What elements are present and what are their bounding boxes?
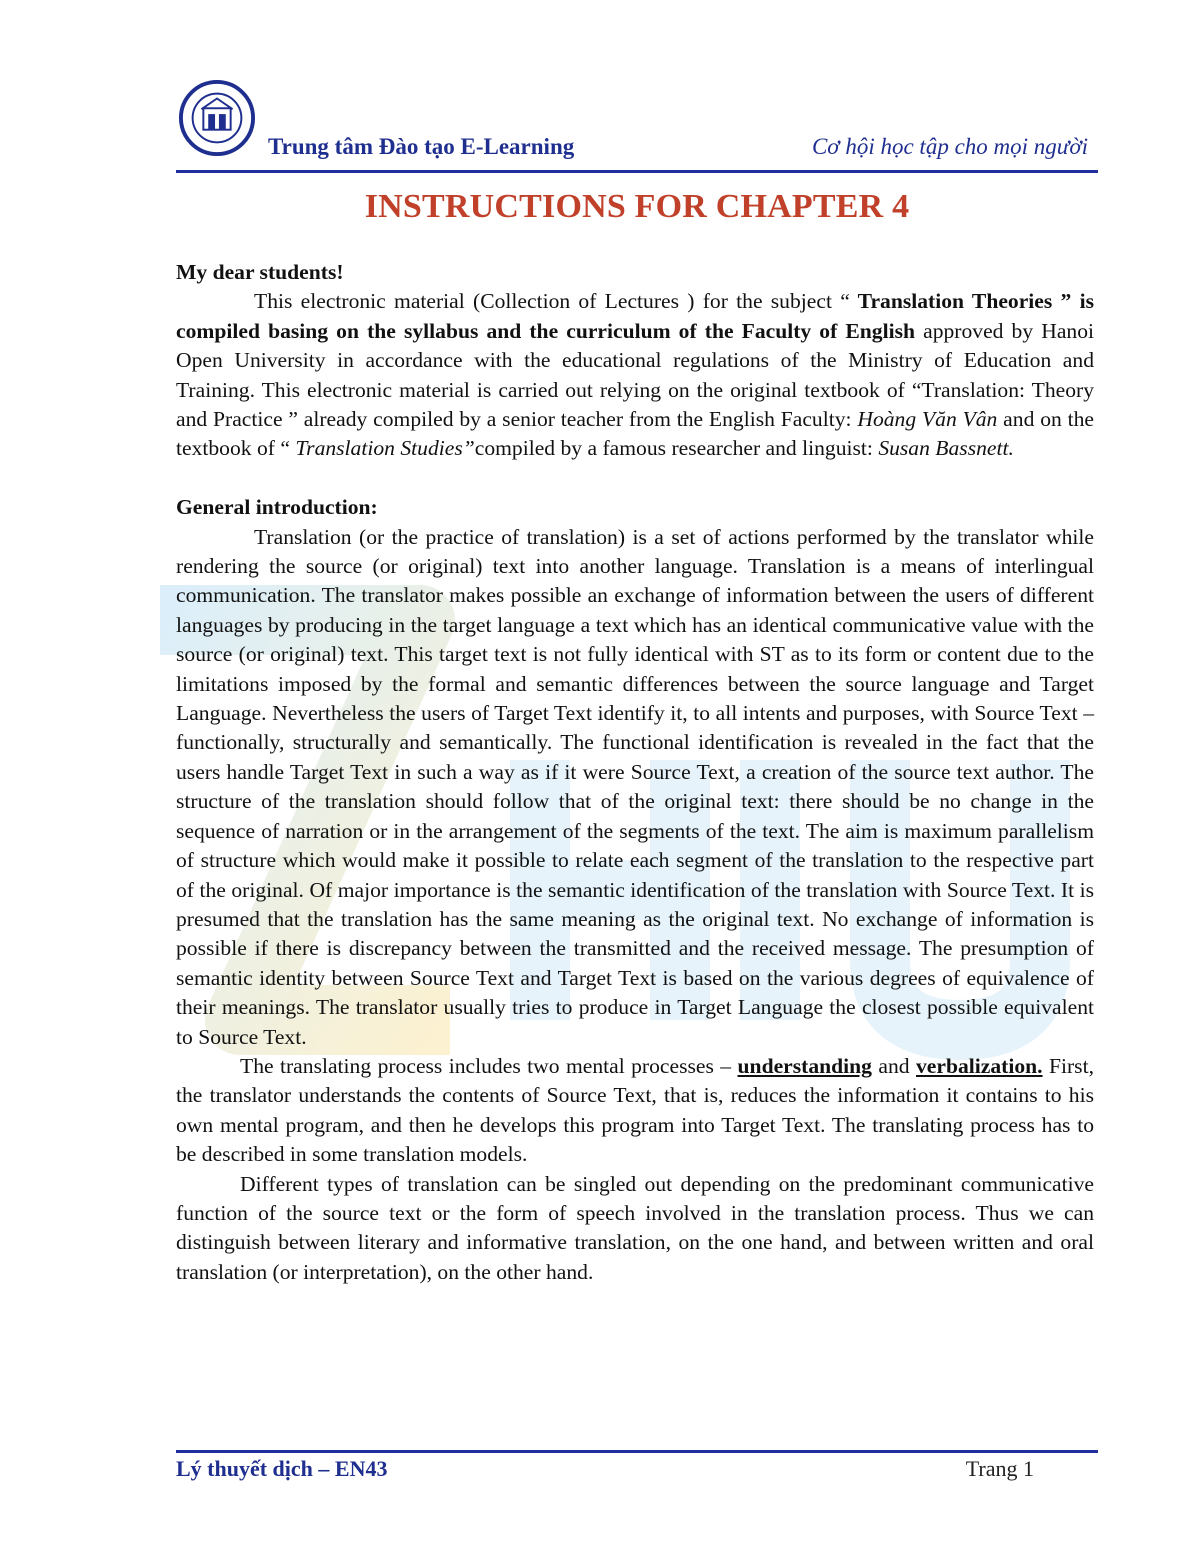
intro-author-1: Hoàng Văn Vân	[857, 407, 998, 432]
intro-text-a: This electronic material (Collection of Lectures ) for the subject “	[254, 289, 850, 314]
header-org-name: Trung tâm Đào tạo E-Learning	[268, 134, 575, 159]
page-title: INSTRUCTIONS FOR CHAPTER 4	[364, 188, 910, 225]
intro-book-2: Translation Studies”	[295, 436, 475, 461]
p2-text-c: First, the translator understands the contents of Source Text, that is, reduces the information it contains to his own mental program, and then he develops this program into Target Text. The translating process has to be described in some translation models.	[176, 1053, 1094, 1167]
footer-page-number: Trang 1	[965, 1456, 1034, 1481]
term-verbalization: verbalization.	[916, 1053, 1043, 1078]
university-logo-icon	[178, 78, 256, 158]
general-paragraph-2	[176, 1052, 1094, 1170]
p2-text-b: and	[871, 1053, 916, 1078]
footer-course: Lý thuyết dịch – EN43	[176, 1456, 388, 1481]
spacer	[176, 464, 1094, 493]
term-understanding: understanding	[737, 1053, 872, 1078]
document-body	[176, 258, 1094, 1287]
general-paragraph-3: Different types of translation can be singled out depending on the predominant communicative function of the source text or the form of speech involved in the translation process. Thus we can distinguish between literary and informative translation, on the one hand, and between written and oral translation (or interpretation), on the other hand.	[176, 1171, 1094, 1284]
page-header	[176, 76, 1098, 176]
intro-subject: Translation Theories ” is compiled basing on the syllabus and the curriculum of the Faculty of English	[176, 289, 1094, 343]
intro-text-c: approved by Hanoi Open University in accordance with the educational regulations of the Ministry of Education and Training. This electronic material is carried out relying on the original textbook of “Translation: Theory and Practice ” already compiled by a senior teacher from the English Faculty:	[176, 318, 1095, 432]
intro-text-d: and on the textbook of “	[176, 407, 1094, 461]
general-paragraph-1: Translation (or the practice of translation) is a set of actions performed by the translator while rendering the source (or original) text into another language. Translation is a means of interlingual communication. The translator makes possible an exchange of information between the users of different languages by producing in the target language a text which has an identical communicative value with the source (or original) text. This target text is not fully identical with ST as to its form or content due to the limitations imposed by the formal and semantic differences between the source language and Target Language. Nevertheless the users of Target Text identify it, to all intents and purposes, with Source Text – functionally, structurally and semantically. The functional identification is revealed in the fact that the users handle Target Text in such a way as if it were Source Text, a creation of the source text author. The structure of the translation should follow that of the original text: there should be no change in the sequence of narration or in the arrangement of the segments of the text. The aim is maximum parallelism of structure which would make it possible to relate each segment of the translation to the respective part of the original. Of major importance is the semantic identification of the translation with Source Text. It is presumed that the translation has the same meaning as the original text. No exchange of information is possible if there is discrepancy between the transmitted and the received message. The presumption of semantic identity between Source Text and Target Text is based on the various degrees of equivalence of their meanings. The translator usually tries to produce in Target Language the closest possible equivalent to Source Text.	[176, 524, 1094, 1049]
header-divider	[176, 170, 1098, 173]
intro-author-2: Susan Bassnett.	[878, 436, 1014, 461]
intro-text-e: compiled by a famous researcher and linguist:	[474, 436, 879, 461]
intro-paragraph	[176, 287, 1094, 463]
header-tagline: Cơ hội học tập cho mọi người	[811, 134, 1088, 159]
section-heading: General introduction:	[176, 495, 378, 520]
p2-text-a: The translating process includes two mental processes –	[240, 1053, 738, 1078]
footer-divider	[176, 1450, 1098, 1453]
greeting: My dear students!	[176, 260, 344, 284]
